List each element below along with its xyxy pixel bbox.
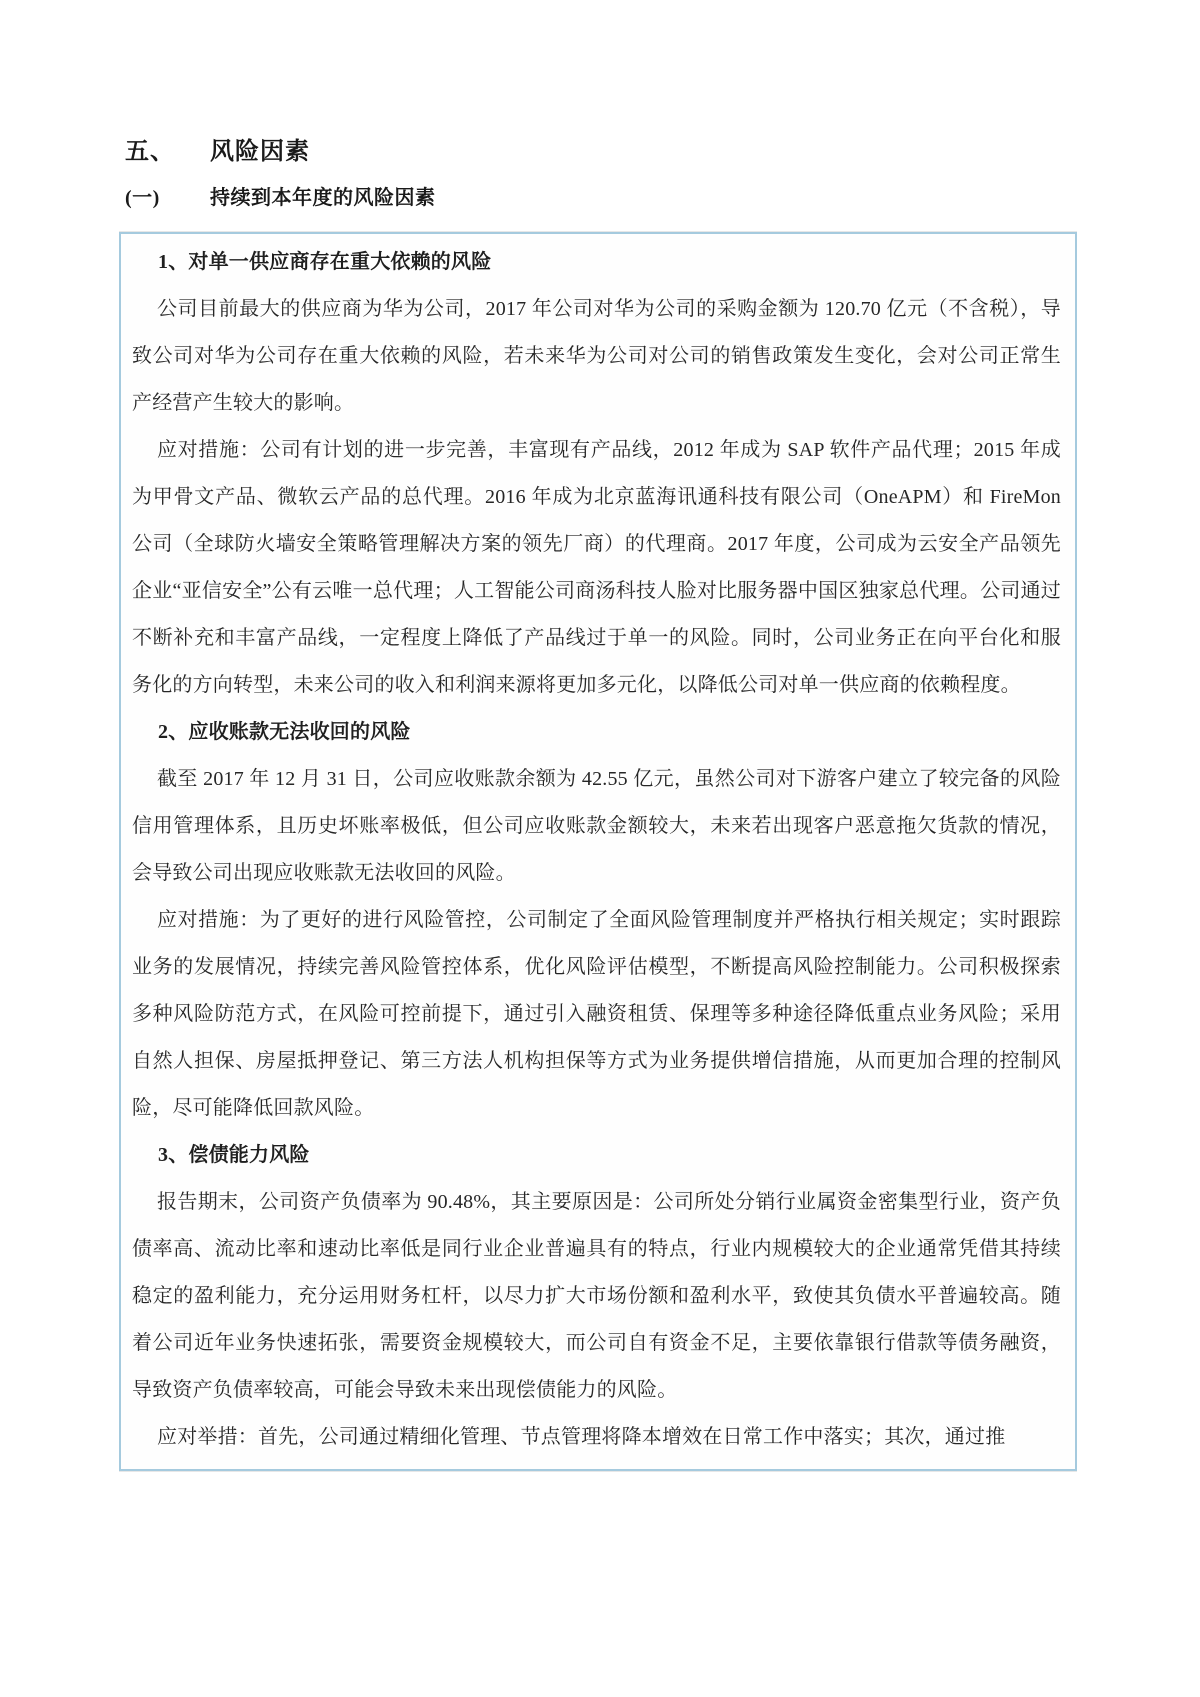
risk-item-paragraph: 应对举措：首先，公司通过精细化管理、节点管理将降本增效在日常工作中落实；其次，通过推 [157, 1426, 1006, 1448]
risk-item-heading: 1、对单一供应商存在重大依赖的风险 [158, 251, 492, 273]
risk-item-paragraph: 公司目前最大的供应商为华为公司，2017 年公司对华为公司的采购金额为 120.70 亿元（不含税），导致公司对华为公司存在重大依赖的风险，若未来华为公司对公司的销售政策发生变化，会对公司正常生产经营产生较大的影响。 [132, 298, 1061, 414]
subsection-title: 持续到本年度的风险因素 [210, 187, 436, 209]
risk-factors-box [119, 232, 1077, 1471]
section-heading [125, 0, 1200, 166]
risk-item-paragraph: 应对措施：公司有计划的进一步完善，丰富现有产品线，2012 年成为 SAP 软件产品代理；2015 年成为甲骨文产品、微软云产品的总代理。2016 年成为北京蓝海讯通科技有限公司（OneAPM）和 FireMon 公司（全球防火墙安全策略管理解决方案的领先厂商）的代理商。2017 年度，公司成为云安全产品领先企业“亚信安全”公有云唯一总代理；人工智能公司商汤科技人脸对比服务器中国区独家总代理。公司通过不断补充和丰富产品线，一定程度上降低了产品线过于单一的风险。同时，公司业务正在向平台化和服务化的方向转型，未来公司的收入和利润来源将更加多元化，以降低公司对单一供应商的依赖程度。 [132, 439, 1061, 696]
risk-item-heading: 2、应收账款无法收回的风险 [158, 721, 411, 743]
risk-item-paragraph: 截至 2017 年 12 月 31 日，公司应收账款余额为 42.55 亿元，虽然公司对下游客户建立了较完备的风险信用管理体系，且历史坏账率极低，但公司应收账款金额较大，未来若出现客户恶意拖欠货款的情况，会导致公司出现应收账款无法收回的风险。 [132, 768, 1061, 884]
section-title: 风险因素 [210, 139, 310, 165]
risk-item-heading: 3、偿债能力风险 [158, 1144, 310, 1166]
subsection-number: (一) [125, 187, 160, 209]
section-number: 五、 [125, 139, 175, 165]
risk-item-paragraph: 应对措施：为了更好的进行风险管控，公司制定了全面风险管理制度并严格执行相关规定；实时跟踪业务的发展情况，持续完善风险管控体系，优化风险评估模型，不断提高风险控制能力。公司积极探索多种风险防范方式，在风险可控前提下，通过引入融资租赁、保理等多种途径降低重点业务风险；采用自然人担保、房屋抵押登记、第三方法人机构担保等方式为业务提供增信措施，从而更加合理的控制风险，尽可能降低回款风险。 [132, 909, 1061, 1119]
subsection-heading [125, 181, 1200, 210]
risk-item-paragraph: 报告期末，公司资产负债率为 90.48%，其主要原因是：公司所处分销行业属资金密集型行业，资产负债率高、流动比率和速动比率低是同行业企业普遍具有的特点，行业内规模较大的企业通常凭借其持续稳定的盈利能力，充分运用财务杠杆，以尽力扩大市场份额和盈利水平，致使其负债水平普遍较高。随着公司近年业务快速拓张，需要资金规模较大，而公司自有资金不足，主要依靠银行借款等债务融资，导致资产负债率较高，可能会导致未来出现偿债能力的风险。 [132, 1191, 1061, 1401]
